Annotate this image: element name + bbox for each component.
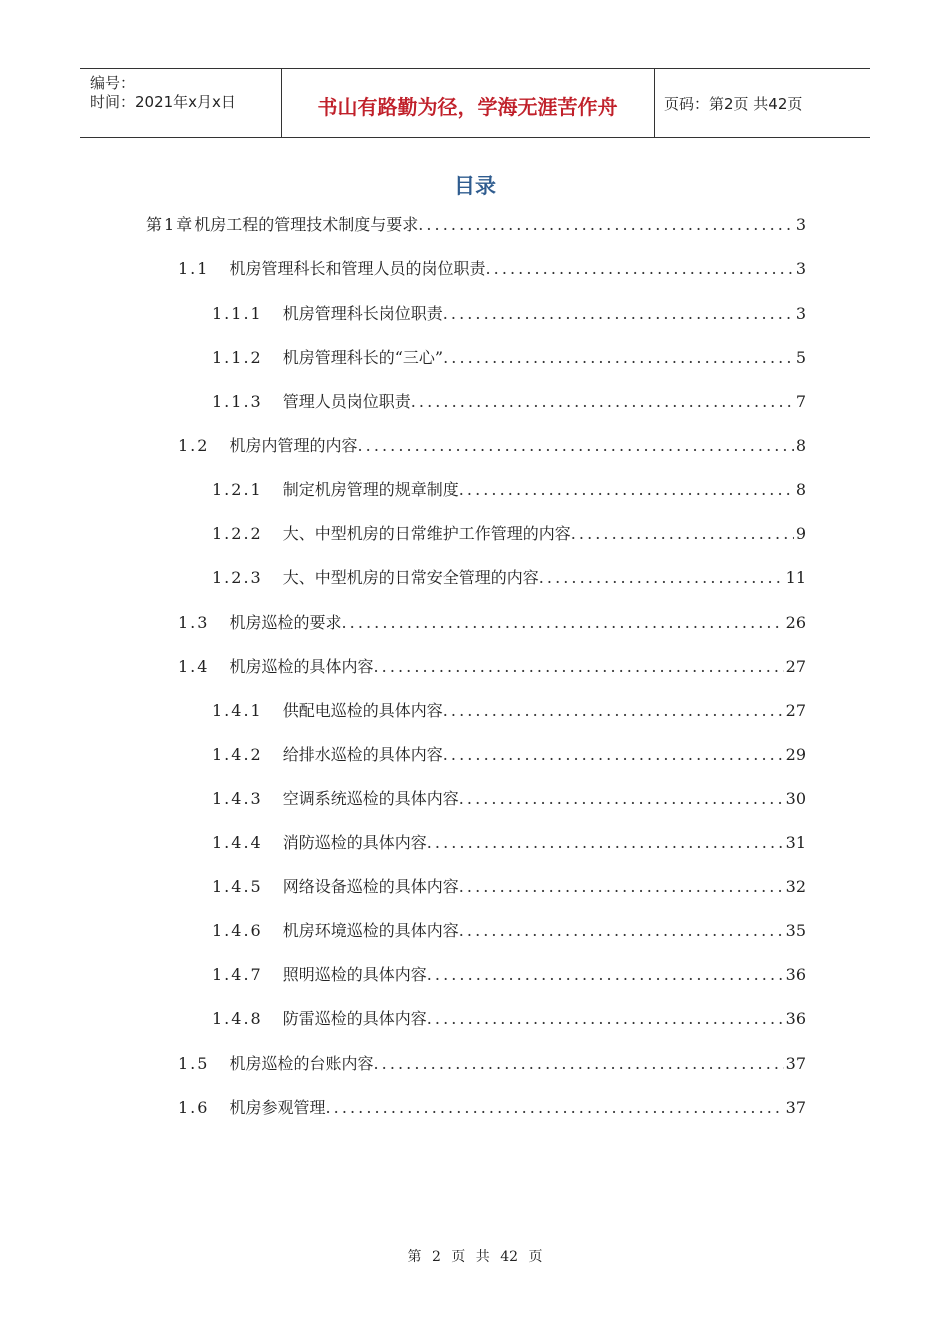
toc-entry-title: 大、中型机房的日常安全管理的内容 xyxy=(282,568,539,587)
toc-entry-page: 36 xyxy=(785,965,806,984)
toc-entry[interactable] xyxy=(178,434,806,458)
document-time-label: 时间：2021年x月x日 xyxy=(90,93,236,111)
toc-entry-title: 供配电巡检的具体内容 xyxy=(282,701,443,720)
toc-entry-title: 空调系统巡检的具体内容 xyxy=(282,789,459,808)
toc-entry[interactable] xyxy=(212,875,806,899)
toc-leader-dots xyxy=(443,743,784,767)
toc-entry-page: 3 xyxy=(795,304,806,323)
toc-entry-number: 1.2.3 xyxy=(212,568,263,587)
toc-entry[interactable] xyxy=(212,302,806,326)
toc-leader-dots xyxy=(373,1052,783,1076)
toc-entry-page: 5 xyxy=(795,348,806,367)
toc-entry-number: 1.2.1 xyxy=(212,480,263,499)
toc-entry-page: 3 xyxy=(795,215,806,234)
toc-entry-title: 机房巡检的台账内容 xyxy=(229,1054,374,1073)
toc-entry-number: 1.3 xyxy=(178,613,210,632)
document-header xyxy=(80,68,870,138)
header-page-cell xyxy=(654,69,870,137)
toc-entry-page: 37 xyxy=(785,1098,806,1117)
toc-leader-dots xyxy=(411,390,794,414)
toc-entry-page: 29 xyxy=(785,745,806,764)
toc-entry[interactable] xyxy=(146,213,806,237)
toc-entry-title: 网络设备巡检的具体内容 xyxy=(282,877,459,896)
toc-entry-page: 7 xyxy=(795,392,806,411)
toc-leader-dots xyxy=(459,875,784,899)
toc-leader-dots xyxy=(427,1007,784,1031)
toc-entry[interactable] xyxy=(212,963,806,987)
toc-entry[interactable] xyxy=(178,611,806,635)
toc-entry[interactable] xyxy=(178,1096,806,1120)
toc-leader-dots xyxy=(459,787,784,811)
toc-entry-page: 27 xyxy=(785,701,806,720)
toc-entry-number: 1.2.2 xyxy=(212,524,263,543)
toc-leader-dots xyxy=(427,963,784,987)
toc-entry-number: 第1章 xyxy=(146,215,195,234)
toc-entry[interactable] xyxy=(212,390,806,414)
toc-entry-number: 1.1.2 xyxy=(212,348,263,367)
toc-entry[interactable] xyxy=(212,699,806,723)
toc-leader-dots xyxy=(485,257,793,281)
toc-entry-page: 11 xyxy=(785,568,806,587)
toc-entry-title: 大、中型机房的日常维护工作管理的内容 xyxy=(282,524,571,543)
toc-leader-dots xyxy=(443,699,784,723)
toc-entry-number: 1.4.3 xyxy=(212,789,263,808)
toc-entry[interactable] xyxy=(212,1007,806,1031)
toc-entry-page: 31 xyxy=(785,833,806,852)
toc-leader-dots xyxy=(373,655,783,679)
toc-entry-page: 37 xyxy=(785,1054,806,1073)
toc-entry-title: 机房环境巡检的具体内容 xyxy=(282,921,459,940)
toc-entry[interactable] xyxy=(212,787,806,811)
toc-entry-page: 32 xyxy=(785,877,806,896)
toc-entry[interactable] xyxy=(178,257,806,281)
toc-entry-page: 26 xyxy=(785,613,806,632)
toc-entry-title: 防雷巡检的具体内容 xyxy=(282,1009,427,1028)
toc-entry[interactable] xyxy=(178,655,806,679)
toc-leader-dots xyxy=(357,434,793,458)
toc-entry-title: 给排水巡检的具体内容 xyxy=(282,745,443,764)
toc-entry[interactable] xyxy=(212,831,806,855)
toc-entry-number: 1.5 xyxy=(178,1054,210,1073)
toc-entry-page: 27 xyxy=(785,657,806,676)
toc-entry-number: 1.1 xyxy=(178,259,210,278)
toc-entry-title: 机房管理科长和管理人员的岗位职责 xyxy=(229,259,486,278)
header-motto-cell xyxy=(281,69,655,137)
toc-entry-number: 1.4.7 xyxy=(212,965,263,984)
toc-leader-dots xyxy=(571,522,794,546)
toc-entry[interactable] xyxy=(212,919,806,943)
toc-entry-number: 1.2 xyxy=(178,436,210,455)
toc-entry-title: 机房参观管理 xyxy=(229,1098,326,1117)
toc-leader-dots xyxy=(539,566,784,590)
toc-entry-number: 1.4.1 xyxy=(212,701,263,720)
toc-entry-number: 1.4.2 xyxy=(212,745,263,764)
toc-leader-dots xyxy=(459,919,784,943)
toc-entry-number: 1.1.1 xyxy=(212,304,263,323)
toc-entry-title: 机房管理科长的“三心” xyxy=(282,348,444,367)
toc-entry[interactable] xyxy=(212,522,806,546)
toc-entry-number: 1.6 xyxy=(178,1098,210,1117)
toc-entry-number: 1.4.5 xyxy=(212,877,263,896)
toc-entry-title: 机房内管理的内容 xyxy=(229,436,358,455)
header-meta-cell xyxy=(80,69,282,137)
toc-entry-number: 1.4.4 xyxy=(212,833,263,852)
toc-entry-title: 消防巡检的具体内容 xyxy=(282,833,427,852)
toc-entry[interactable] xyxy=(212,743,806,767)
toc-entry-page: 8 xyxy=(795,480,806,499)
document-number-label: 编号： xyxy=(90,74,136,92)
toc-entry-page: 35 xyxy=(785,921,806,940)
toc-entry[interactable] xyxy=(212,346,806,370)
toc-leader-dots xyxy=(443,346,794,370)
toc-entry-title: 制定机房管理的规章制度 xyxy=(282,480,459,499)
toc-entry[interactable] xyxy=(178,1052,806,1076)
toc-leader-dots xyxy=(418,213,794,237)
toc-title: 目录 xyxy=(454,174,496,198)
header-page-label: 页码：第2页 共42页 xyxy=(664,95,803,113)
toc-entry-page: 8 xyxy=(795,436,806,455)
toc-leader-dots xyxy=(325,1096,783,1120)
toc-entry-page: 9 xyxy=(795,524,806,543)
toc-entry[interactable] xyxy=(212,566,806,590)
toc-entry-page: 3 xyxy=(795,259,806,278)
toc-entry-title: 照明巡检的具体内容 xyxy=(282,965,427,984)
toc-entry-number: 1.1.3 xyxy=(212,392,263,411)
toc-entry-page: 36 xyxy=(785,1009,806,1028)
toc-entry-page: 30 xyxy=(785,789,806,808)
page-footer: 第 2 页 共 42 页 xyxy=(407,1249,543,1265)
toc-entry-title: 管理人员岗位职责 xyxy=(282,392,411,411)
toc-leader-dots xyxy=(443,302,794,326)
toc-leader-dots xyxy=(341,611,783,635)
toc-entry-number: 1.4.6 xyxy=(212,921,263,940)
toc-leader-dots xyxy=(427,831,784,855)
toc-entry-title: 机房巡检的具体内容 xyxy=(229,657,374,676)
toc-entry-number: 1.4 xyxy=(178,657,210,676)
header-motto: 书山有路勤为径，学海无涯苦作舟 xyxy=(317,95,618,119)
toc-entry[interactable] xyxy=(212,478,806,502)
toc-entry-title: 机房巡检的要求 xyxy=(229,613,342,632)
toc-entry-title: 机房管理科长岗位职责 xyxy=(282,304,443,323)
toc-entry-number: 1.4.8 xyxy=(212,1009,263,1028)
toc-entry-title: 机房工程的管理技术制度与要求 xyxy=(194,215,419,234)
toc-leader-dots xyxy=(459,478,794,502)
